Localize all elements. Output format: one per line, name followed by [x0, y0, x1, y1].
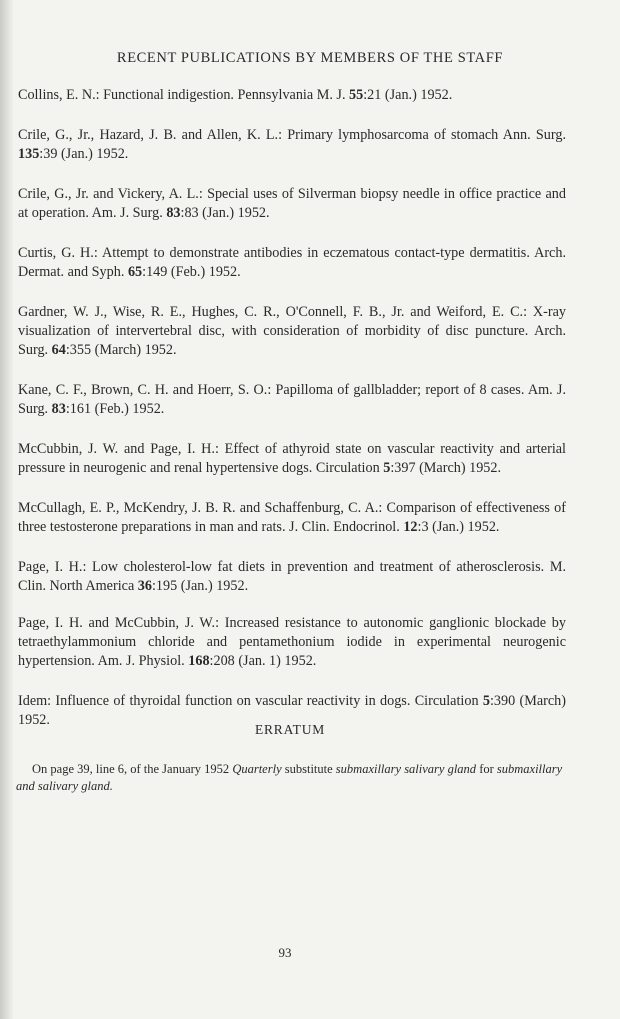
reference-item: Crile, G., Jr., Hazard, J. B. and Allen, K. L.: Primary lymphosarcoma of stomach Ann. Surg. 135:39 (Jan.) 1952.	[18, 127, 566, 162]
page-number: 93	[278, 945, 292, 960]
reference-item: Idem: Influence of thyroidal function on vascular reactivity in dogs. Circulation 5:390 (March) 1952.	[18, 693, 567, 728]
reference-item: Page, I. H. and McCubbin, J. W.: Increased resistance to autonomic ganglionic blockade by tetraethylammonium chloride and pentamethonium iodide in experimental neurogenic hypertension. Am. J. Physiol. 168:208 (Jan. 1) 1952.	[18, 615, 566, 669]
reference-item: McCullagh, E. P., McKendry, J. B. R. and Schaffenburg, C. A.: Comparison of effectiveness of three testosterone preparations in man and rats. J. Clin. Endocrinol. 12:3 (Jan.) 1952.	[18, 500, 566, 535]
reference-item: Curtis, G. H.: Attempt to demonstrate antibodies in eczematous contact-type dermatitis. Arch. Dermat. and Syph. 65:149 (Feb.) 1952.	[18, 245, 566, 280]
erratum-title: ERRATUM	[254, 722, 326, 737]
page-edge-shadow	[0, 0, 14, 1019]
reference-item: Kane, C. F., Brown, C. H. and Hoerr, S. O.: Papilloma of gallbladder; report of 8 cases. Am. J. Surg. 83:161 (Feb.) 1952.	[18, 382, 566, 417]
reference-item: McCubbin, J. W. and Page, I. H.: Effect of athyroid state on vascular reactivity and arterial pressure in neurogenic and renal hypertensive dogs. Circulation 5:397 (March) 1952.	[18, 441, 566, 476]
reference-item: Gardner, W. J., Wise, R. E., Hughes, C. R., O'Connell, F. B., Jr. and Weiford, E. C.: X-ray visualization of intervertebral disc, with consideration of morbidity of disc puncture. Arch. Surg. 64:355 (March) 1952.	[18, 304, 566, 358]
erratum-wrong-term: submaxillary and salivary gland.	[16, 761, 563, 793]
reference-item: Page, I. H.: Low cholesterol-low fat diets in prevention and treatment of atherosclerosis. M. Clin. North America 36:195 (Jan.) 1952.	[18, 559, 566, 594]
erratum-journal: Quarterly	[232, 761, 282, 776]
reference-item: Crile, G., Jr. and Vickery, A. L.: Special uses of Silverman biopsy needle in office practice and at operation. Am. J. Surg. 83:83 (Jan.) 1952.	[18, 186, 566, 221]
reference-list	[18, 86, 566, 751]
erratum-correct-term: submaxillary salivary gland	[335, 761, 477, 776]
reference-item: Collins, E. N.: Functional indigestion. Pennsylvania M. J. 55:21 (Jan.) 1952.	[18, 87, 453, 103]
erratum-text: On page 39, line 6, of the January 1952 Quarterly substitute submaxillary salivary gland for submaxillary and salivary gland.	[16, 761, 563, 793]
page-heading: RECENT PUBLICATIONS BY MEMBERS OF THE STAFF	[116, 50, 504, 66]
